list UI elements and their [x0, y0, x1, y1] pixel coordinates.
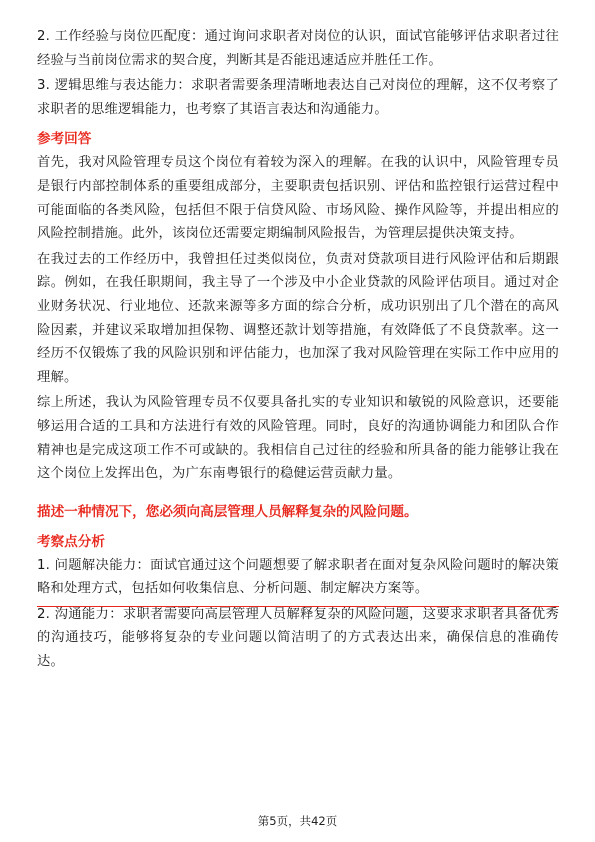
page-number: 第5页，共42页 — [257, 814, 338, 828]
answer-paragraph: 首先，我对风险管理专员这个岗位有着较为深入的理解。在我的认识中，风险管理专员是银行内部控制体系的重要组成部分，主要职责包括识别、评估和监控银行运营过程中可能面临的各类风险，包括但不限于信贷风险、市场风险、操作风险等，并提出相应的风险控制措施。此外，该岗位还需要定期编制风险报告，为管理层提供决策支持。 — [37, 155, 559, 242]
answer-paragraph: 在我过去的工作经历中，我曾担任过类似岗位，负责对贷款项目进行风险评估和后期跟踪。例如，在我任职期间，我主导了一个涉及中小企业贷款的风险评估项目。通过对企业财务状况、行业地位、还款来源等多方面的综合分析，成功识别出了几个潜在的高风险因素，并建议采取增加担保物、调整还款计划等措施，有效降低了不良贷款率。这一经历不仅锻炼了我的风险识别和评估能力，也加深了我对风险管理在实际工作中应用的理解。 — [37, 251, 559, 385]
section-divider — [37, 606, 559, 607]
analysis-heading: 考察点分析 — [37, 533, 105, 550]
list-item: 3. 逻辑思维与表达能力：求职者需要条理清晰地表达自己对岗位的理解，这不仅考察了求职者的思维逻辑能力，也考察了其语言表达和沟通能力。 — [37, 78, 559, 117]
list-item: 1. 问题解决能力：面试官通过这个问题想要了解求职者在面对复杂风险问题时的解决策略和处理方式，包括如何收集信息、分析问题、制定解决方案等。 — [37, 557, 559, 597]
list-item: 2. 工作经验与岗位匹配度：通过询问求职者对岗位的认识，面试官能够评估求职者过往经验与当前岗位需求的契合度，判断其是否能迅速适应并胜任工作。 — [37, 29, 559, 68]
question-heading: 描述一种情况下，您必须向高层管理人员解释复杂的风险问题。 — [37, 503, 418, 520]
page-content — [37, 25, 559, 674]
answer-heading: 参考回答 — [37, 131, 92, 148]
list-item: 2. 沟通能力：求职者需要向高层管理人员解释复杂的风险问题，这要求求职者具备优秀的沟通技巧，能够将复杂的专业问题以简洁明了的方式表达出来，确保信息的准确传达。 — [37, 606, 559, 670]
answer-paragraph: 综上所述，我认为风险管理专员不仅要具备扎实的专业知识和敏锐的风险意识，还要能够运用合适的工具和方法进行有效的风险管理。同时，良好的沟通协调能力和团队合作精神也是完成这项工作不可或缺的。我相信自己过往的经验和所具备的能力能够让我在这个岗位上发挥出色，为广东南粤银行的稳健运营贡献力量。 — [37, 395, 559, 482]
